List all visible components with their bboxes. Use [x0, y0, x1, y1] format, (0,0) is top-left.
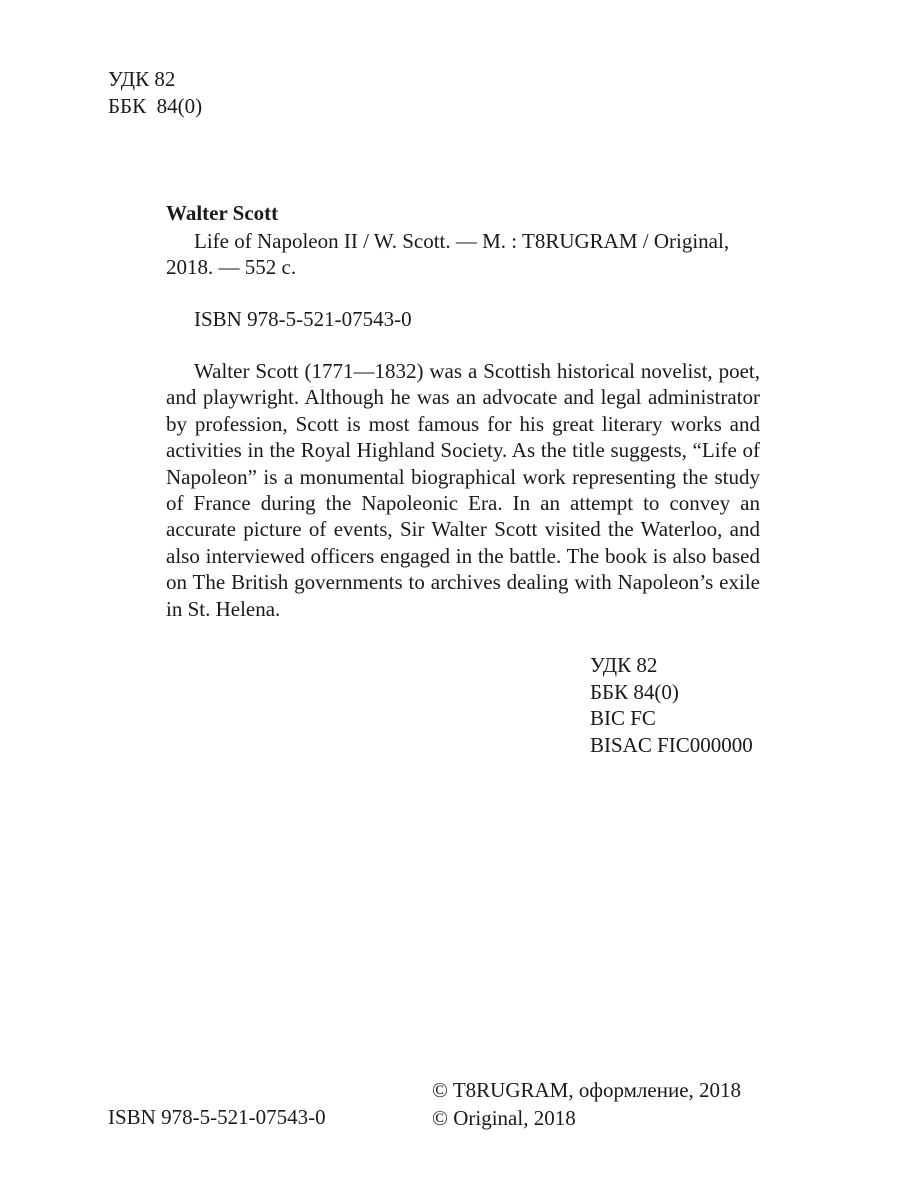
udk-code: УДК 82 [590, 653, 658, 677]
top-udk-code: УДК 82 [108, 67, 176, 91]
top-bbk-code: ББК 84(0) [108, 94, 203, 118]
copyright-publisher: © T8RUGRAM, оформление, 2018 [432, 1078, 742, 1102]
bisac-code: BISAC FIC000000 [590, 732, 753, 757]
classification-codes-block [590, 652, 753, 758]
top-classification-codes [108, 66, 202, 120]
author-name: Walter Scott [166, 201, 279, 225]
isbn-middle: ISBN 978-5-521-07543-0 [194, 307, 412, 331]
copyright-original: © Original, 2018 [432, 1106, 576, 1130]
bic-code: BIC FC [590, 706, 656, 730]
isbn-bottom: ISBN 978-5-521-07543-0 [108, 1105, 326, 1129]
bbk-code: ББК 84(0) [590, 679, 679, 704]
copyright-block [432, 1076, 741, 1132]
book-description: Walter Scott (1771—1832) was a Scottish historical novelist, poet, and playwright. Although he was an advocate and legal administrator by profession, Scott is most famous for his great literary works and activities in the Royal Highland Society. As the title suggests, “Life of Napoleon” is a monumental biographical work representing the study of France during the Napoleonic Era. In an attempt to convey an accurate picture of events, Sir Walter Scott visited the Waterloo, and also interviewed officers engaged in the battle. The book is also based on The British governments to archives dealing with Napoleon’s exile in St. Helena. [166, 359, 760, 621]
bibliographic-entry: Life of Napoleon II / W. Scott. — M. : T8RUGRAM / Original, 2018. — 552 с. [166, 229, 730, 279]
